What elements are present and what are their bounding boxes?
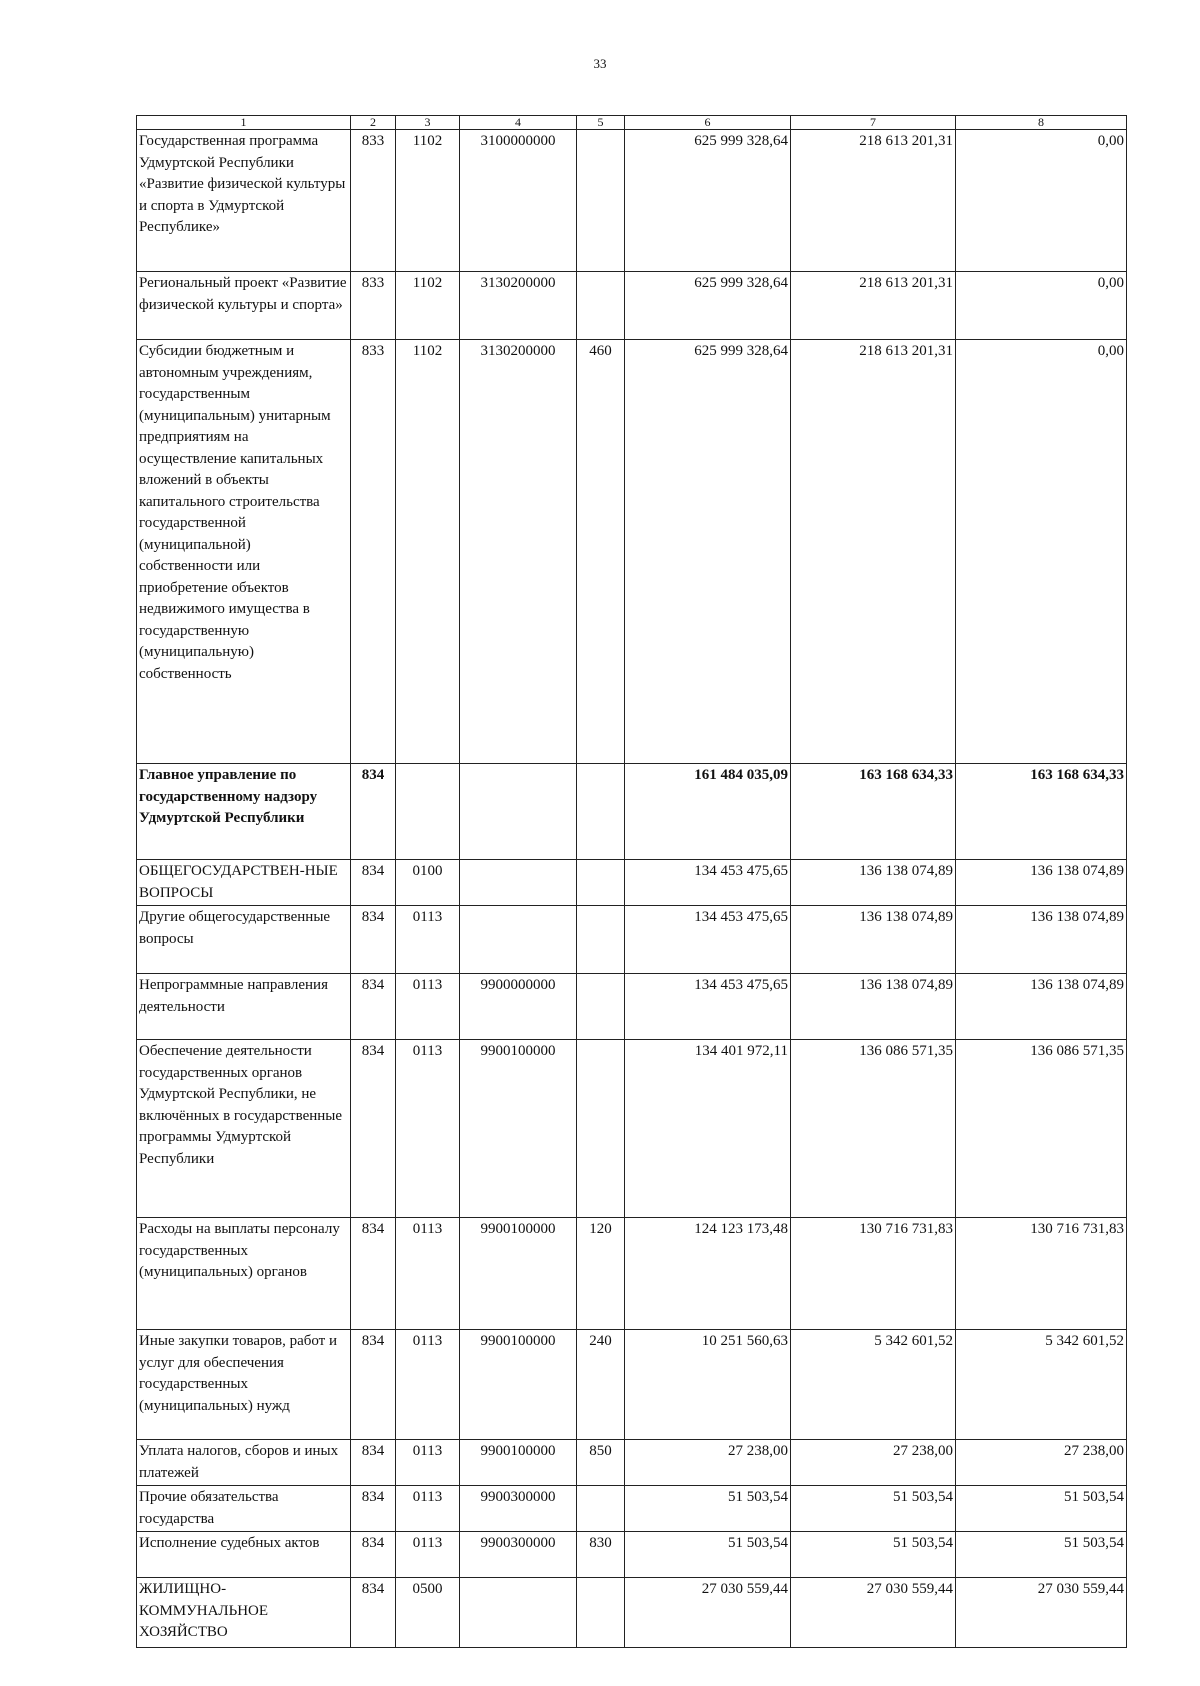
expense-type-code [577,764,625,860]
ministry-code: 833 [351,130,396,272]
table-row [137,272,1127,340]
amount-col6: 27 238,00 [625,1440,791,1486]
ministry-code: 833 [351,272,396,340]
ministry-code: 834 [351,1040,396,1218]
table-row [137,1578,1127,1648]
amount-col6: 625 999 328,64 [625,340,791,764]
row-name: Региональный проект «Развитие физической культуры и спорта» [137,272,351,340]
row-name: Исполнение судебных актов [137,1532,351,1578]
target-article-code: 3100000000 [460,130,577,272]
expense-type-code: 830 [577,1532,625,1578]
target-article-code [460,764,577,860]
amount-col6: 51 503,54 [625,1532,791,1578]
amount-col6: 134 453 475,65 [625,974,791,1040]
amount-col6: 161 484 035,09 [625,764,791,860]
amount-col8: 0,00 [956,340,1127,764]
table-row [137,1532,1127,1578]
amount-col6: 134 453 475,65 [625,906,791,974]
amount-col7: 130 716 731,83 [791,1218,956,1330]
column-number-row [137,116,1127,130]
column-number: 6 [625,116,791,130]
amount-col8: 136 086 571,35 [956,1040,1127,1218]
section-code: 1102 [396,272,460,340]
amount-col7: 218 613 201,31 [791,340,956,764]
row-name: ОБЩЕГОСУДАРСТВЕН-НЫЕ ВОПРОСЫ [137,860,351,906]
section-code: 0113 [396,974,460,1040]
amount-col8: 136 138 074,89 [956,906,1127,974]
amount-col6: 124 123 173,48 [625,1218,791,1330]
amount-col7: 136 138 074,89 [791,974,956,1040]
amount-col8: 51 503,54 [956,1532,1127,1578]
expense-type-code [577,1578,625,1648]
expense-type-code [577,272,625,340]
row-name: Главное управление по государственному надзору Удмуртской Республики [137,764,351,860]
amount-col8: 5 342 601,52 [956,1330,1127,1440]
section-code: 0113 [396,1040,460,1218]
amount-col7: 136 086 571,35 [791,1040,956,1218]
section-code: 0113 [396,906,460,974]
ministry-code: 834 [351,1532,396,1578]
amount-col6: 27 030 559,44 [625,1578,791,1648]
target-article-code: 9900100000 [460,1040,577,1218]
amount-col7: 218 613 201,31 [791,272,956,340]
amount-col7: 51 503,54 [791,1532,956,1578]
amount-col8: 163 168 634,33 [956,764,1127,860]
table-row [137,974,1127,1040]
ministry-code: 834 [351,1578,396,1648]
column-number: 8 [956,116,1127,130]
amount-col7: 5 342 601,52 [791,1330,956,1440]
row-name: Уплата налогов, сборов и иных платежей [137,1440,351,1486]
expense-type-code: 120 [577,1218,625,1330]
column-number: 2 [351,116,396,130]
amount-col8: 136 138 074,89 [956,974,1127,1040]
amount-col7: 136 138 074,89 [791,906,956,974]
table-row [137,1218,1127,1330]
expense-type-code [577,860,625,906]
table-row [137,340,1127,764]
target-article-code: 3130200000 [460,272,577,340]
target-article-code: 9900100000 [460,1330,577,1440]
section-code: 0113 [396,1330,460,1440]
budget-table [136,115,1127,1648]
row-name: Другие общегосударственные вопросы [137,906,351,974]
ministry-code: 834 [351,1440,396,1486]
expense-type-code [577,1486,625,1532]
amount-col7: 136 138 074,89 [791,860,956,906]
target-article-code: 3130200000 [460,340,577,764]
table-row [137,860,1127,906]
amount-col7: 27 030 559,44 [791,1578,956,1648]
amount-col7: 218 613 201,31 [791,130,956,272]
expense-type-code: 850 [577,1440,625,1486]
table-row [137,1486,1127,1532]
target-article-code [460,906,577,974]
row-name: Обеспечение деятельности государственных органов Удмуртской Республики, не включённых в государственные программы Удмуртской Республики [137,1040,351,1218]
row-name: Непрограммные направления деятельности [137,974,351,1040]
amount-col7: 27 238,00 [791,1440,956,1486]
section-code: 0113 [396,1440,460,1486]
ministry-code: 834 [351,1486,396,1532]
target-article-code [460,1578,577,1648]
table-row [137,1330,1127,1440]
target-article-code: 9900300000 [460,1532,577,1578]
amount-col8: 130 716 731,83 [956,1218,1127,1330]
page-number: 33 [593,56,607,71]
amount-col8: 0,00 [956,130,1127,272]
expense-type-code: 240 [577,1330,625,1440]
amount-col6: 134 401 972,11 [625,1040,791,1218]
row-name: ЖИЛИЩНО-КОММУНАЛЬНОЕ ХОЗЯЙСТВО [137,1578,351,1648]
target-article-code: 9900100000 [460,1218,577,1330]
amount-col6: 134 453 475,65 [625,860,791,906]
column-number: 4 [460,116,577,130]
ministry-code: 834 [351,1330,396,1440]
section-code [396,764,460,860]
section-code: 0100 [396,860,460,906]
row-name: Государственная программа Удмуртской Республики «Развитие физической культуры и спорта в Удмуртской Республике» [137,130,351,272]
section-code: 0500 [396,1578,460,1648]
amount-col6: 625 999 328,64 [625,130,791,272]
ministry-code: 834 [351,860,396,906]
section-code: 0113 [396,1218,460,1330]
amount-col6: 51 503,54 [625,1486,791,1532]
section-code: 1102 [396,130,460,272]
amount-col6: 10 251 560,63 [625,1330,791,1440]
ministry-code: 834 [351,906,396,974]
target-article-code: 9900300000 [460,1486,577,1532]
expense-type-code [577,130,625,272]
column-number: 7 [791,116,956,130]
table-row [137,906,1127,974]
table-row [137,1440,1127,1486]
ministry-code: 834 [351,974,396,1040]
row-name: Прочие обязательства государства [137,1486,351,1532]
amount-col7: 163 168 634,33 [791,764,956,860]
amount-col6: 625 999 328,64 [625,272,791,340]
column-number: 3 [396,116,460,130]
column-number: 1 [137,116,351,130]
section-code: 0113 [396,1486,460,1532]
target-article-code [460,860,577,906]
row-name: Иные закупки товаров, работ и услуг для обеспечения государственных (муниципальных) нужд [137,1330,351,1440]
section-code: 0113 [396,1532,460,1578]
expense-type-code [577,1040,625,1218]
amount-col8: 27 238,00 [956,1440,1127,1486]
row-name: Субсидии бюджетным и автономным учреждениям, государственным (муниципальным) унитарным предприятиям на осуществление капитальных вложений в объекты капитального строительства государственной (муниципальной) собственности или приобретение объектов недвижимого имущества в государственную (муниципальную) собственность [137,340,351,764]
expense-type-code [577,906,625,974]
table-row [137,130,1127,272]
ministry-code: 834 [351,1218,396,1330]
table-row [137,764,1127,860]
target-article-code: 9900000000 [460,974,577,1040]
column-number: 5 [577,116,625,130]
row-name: Расходы на выплаты персоналу государственных (муниципальных) органов [137,1218,351,1330]
expense-type-code: 460 [577,340,625,764]
amount-col8: 136 138 074,89 [956,860,1127,906]
amount-col8: 51 503,54 [956,1486,1127,1532]
ministry-code: 833 [351,340,396,764]
section-code: 1102 [396,340,460,764]
target-article-code: 9900100000 [460,1440,577,1486]
amount-col7: 51 503,54 [791,1486,956,1532]
amount-col8: 27 030 559,44 [956,1578,1127,1648]
expense-type-code [577,974,625,1040]
table-row [137,1040,1127,1218]
ministry-code: 834 [351,764,396,860]
amount-col8: 0,00 [956,272,1127,340]
